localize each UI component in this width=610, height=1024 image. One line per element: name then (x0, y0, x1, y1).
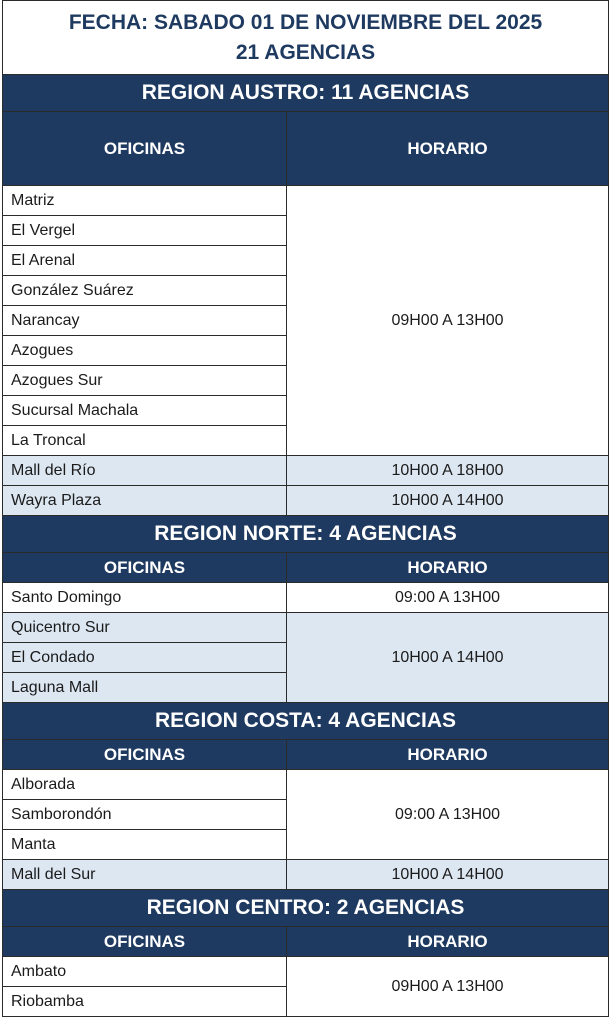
region-costa-title: REGION COSTA: 4 AGENCIAS (3, 703, 609, 740)
office-mall-del-rio: Mall del Río (3, 456, 287, 486)
schedule-norte-malls: 10H00 A 14H00 (287, 613, 609, 703)
office-narancay: Narancay (3, 306, 287, 336)
table-row (3, 957, 609, 987)
office-el-vergel: El Vergel (3, 216, 287, 246)
agency-count-title: 21 AGENCIAS (235, 40, 376, 64)
office-mall-del-sur: Mall del Sur (3, 860, 287, 890)
column-header-row (3, 927, 609, 957)
office-santo-domingo: Santo Domingo (3, 583, 287, 613)
column-header-row (3, 112, 609, 186)
column-header-row (3, 740, 609, 770)
office-matriz: Matriz (3, 186, 287, 216)
table-row (3, 860, 609, 890)
schedule-table (2, 0, 609, 1017)
column-header-row (3, 553, 609, 583)
table-row (3, 486, 609, 516)
office-azogues: Azogues (3, 336, 287, 366)
offices-column-header: OFICINAS (3, 553, 287, 583)
schedule-austro-main: 09H00 A 13H00 (287, 186, 609, 456)
office-riobamba: Riobamba (3, 987, 287, 1017)
offices-column-header: OFICINAS (3, 927, 287, 957)
region-norte-header (3, 516, 609, 553)
office-gonzalez-suarez: González Suárez (3, 276, 287, 306)
schedule-centro-main: 09H00 A 13H00 (287, 957, 609, 1017)
schedule-column-header: HORARIO (287, 740, 609, 770)
table-row (3, 770, 609, 800)
table-row (3, 186, 609, 216)
schedule-column-header: HORARIO (287, 112, 609, 186)
table-row (3, 583, 609, 613)
offices-column-header: OFICINAS (3, 740, 287, 770)
region-austro-title: REGION AUSTRO: 11 AGENCIAS (3, 75, 609, 112)
office-azogues-sur: Azogues Sur (3, 366, 287, 396)
schedule-sheet (2, 0, 608, 1017)
title-cell (3, 1, 609, 75)
title-row (3, 1, 609, 75)
office-manta: Manta (3, 830, 287, 860)
office-el-condado: El Condado (3, 643, 287, 673)
office-sucursal-machala: Sucursal Machala (3, 396, 287, 426)
table-row (3, 456, 609, 486)
region-austro-header (3, 75, 609, 112)
offices-column-header: OFICINAS (3, 112, 287, 186)
region-centro-title: REGION CENTRO: 2 AGENCIAS (3, 890, 609, 927)
region-centro-header (3, 890, 609, 927)
schedule-wayra-plaza: 10H00 A 14H00 (287, 486, 609, 516)
date-title: FECHA: SABADO 01 DE NOVIEMBRE DEL 2025 (68, 10, 543, 34)
table-row (3, 613, 609, 643)
office-alborada: Alborada (3, 770, 287, 800)
office-ambato: Ambato (3, 957, 287, 987)
office-laguna-mall: Laguna Mall (3, 673, 287, 703)
schedule-column-header: HORARIO (287, 927, 609, 957)
schedule-column-header: HORARIO (287, 553, 609, 583)
office-el-arenal: El Arenal (3, 246, 287, 276)
schedule-santo-domingo: 09:00 A 13H00 (287, 583, 609, 613)
region-norte-title: REGION NORTE: 4 AGENCIAS (3, 516, 609, 553)
schedule-mall-del-rio: 10H00 A 18H00 (287, 456, 609, 486)
office-wayra-plaza: Wayra Plaza (3, 486, 287, 516)
office-quicentro-sur: Quicentro Sur (3, 613, 287, 643)
schedule-mall-del-sur: 10H00 A 14H00 (287, 860, 609, 890)
region-costa-header (3, 703, 609, 740)
office-samborondon: Samborondón (3, 800, 287, 830)
schedule-costa-main: 09:00 A 13H00 (287, 770, 609, 860)
office-la-troncal: La Troncal (3, 426, 287, 456)
